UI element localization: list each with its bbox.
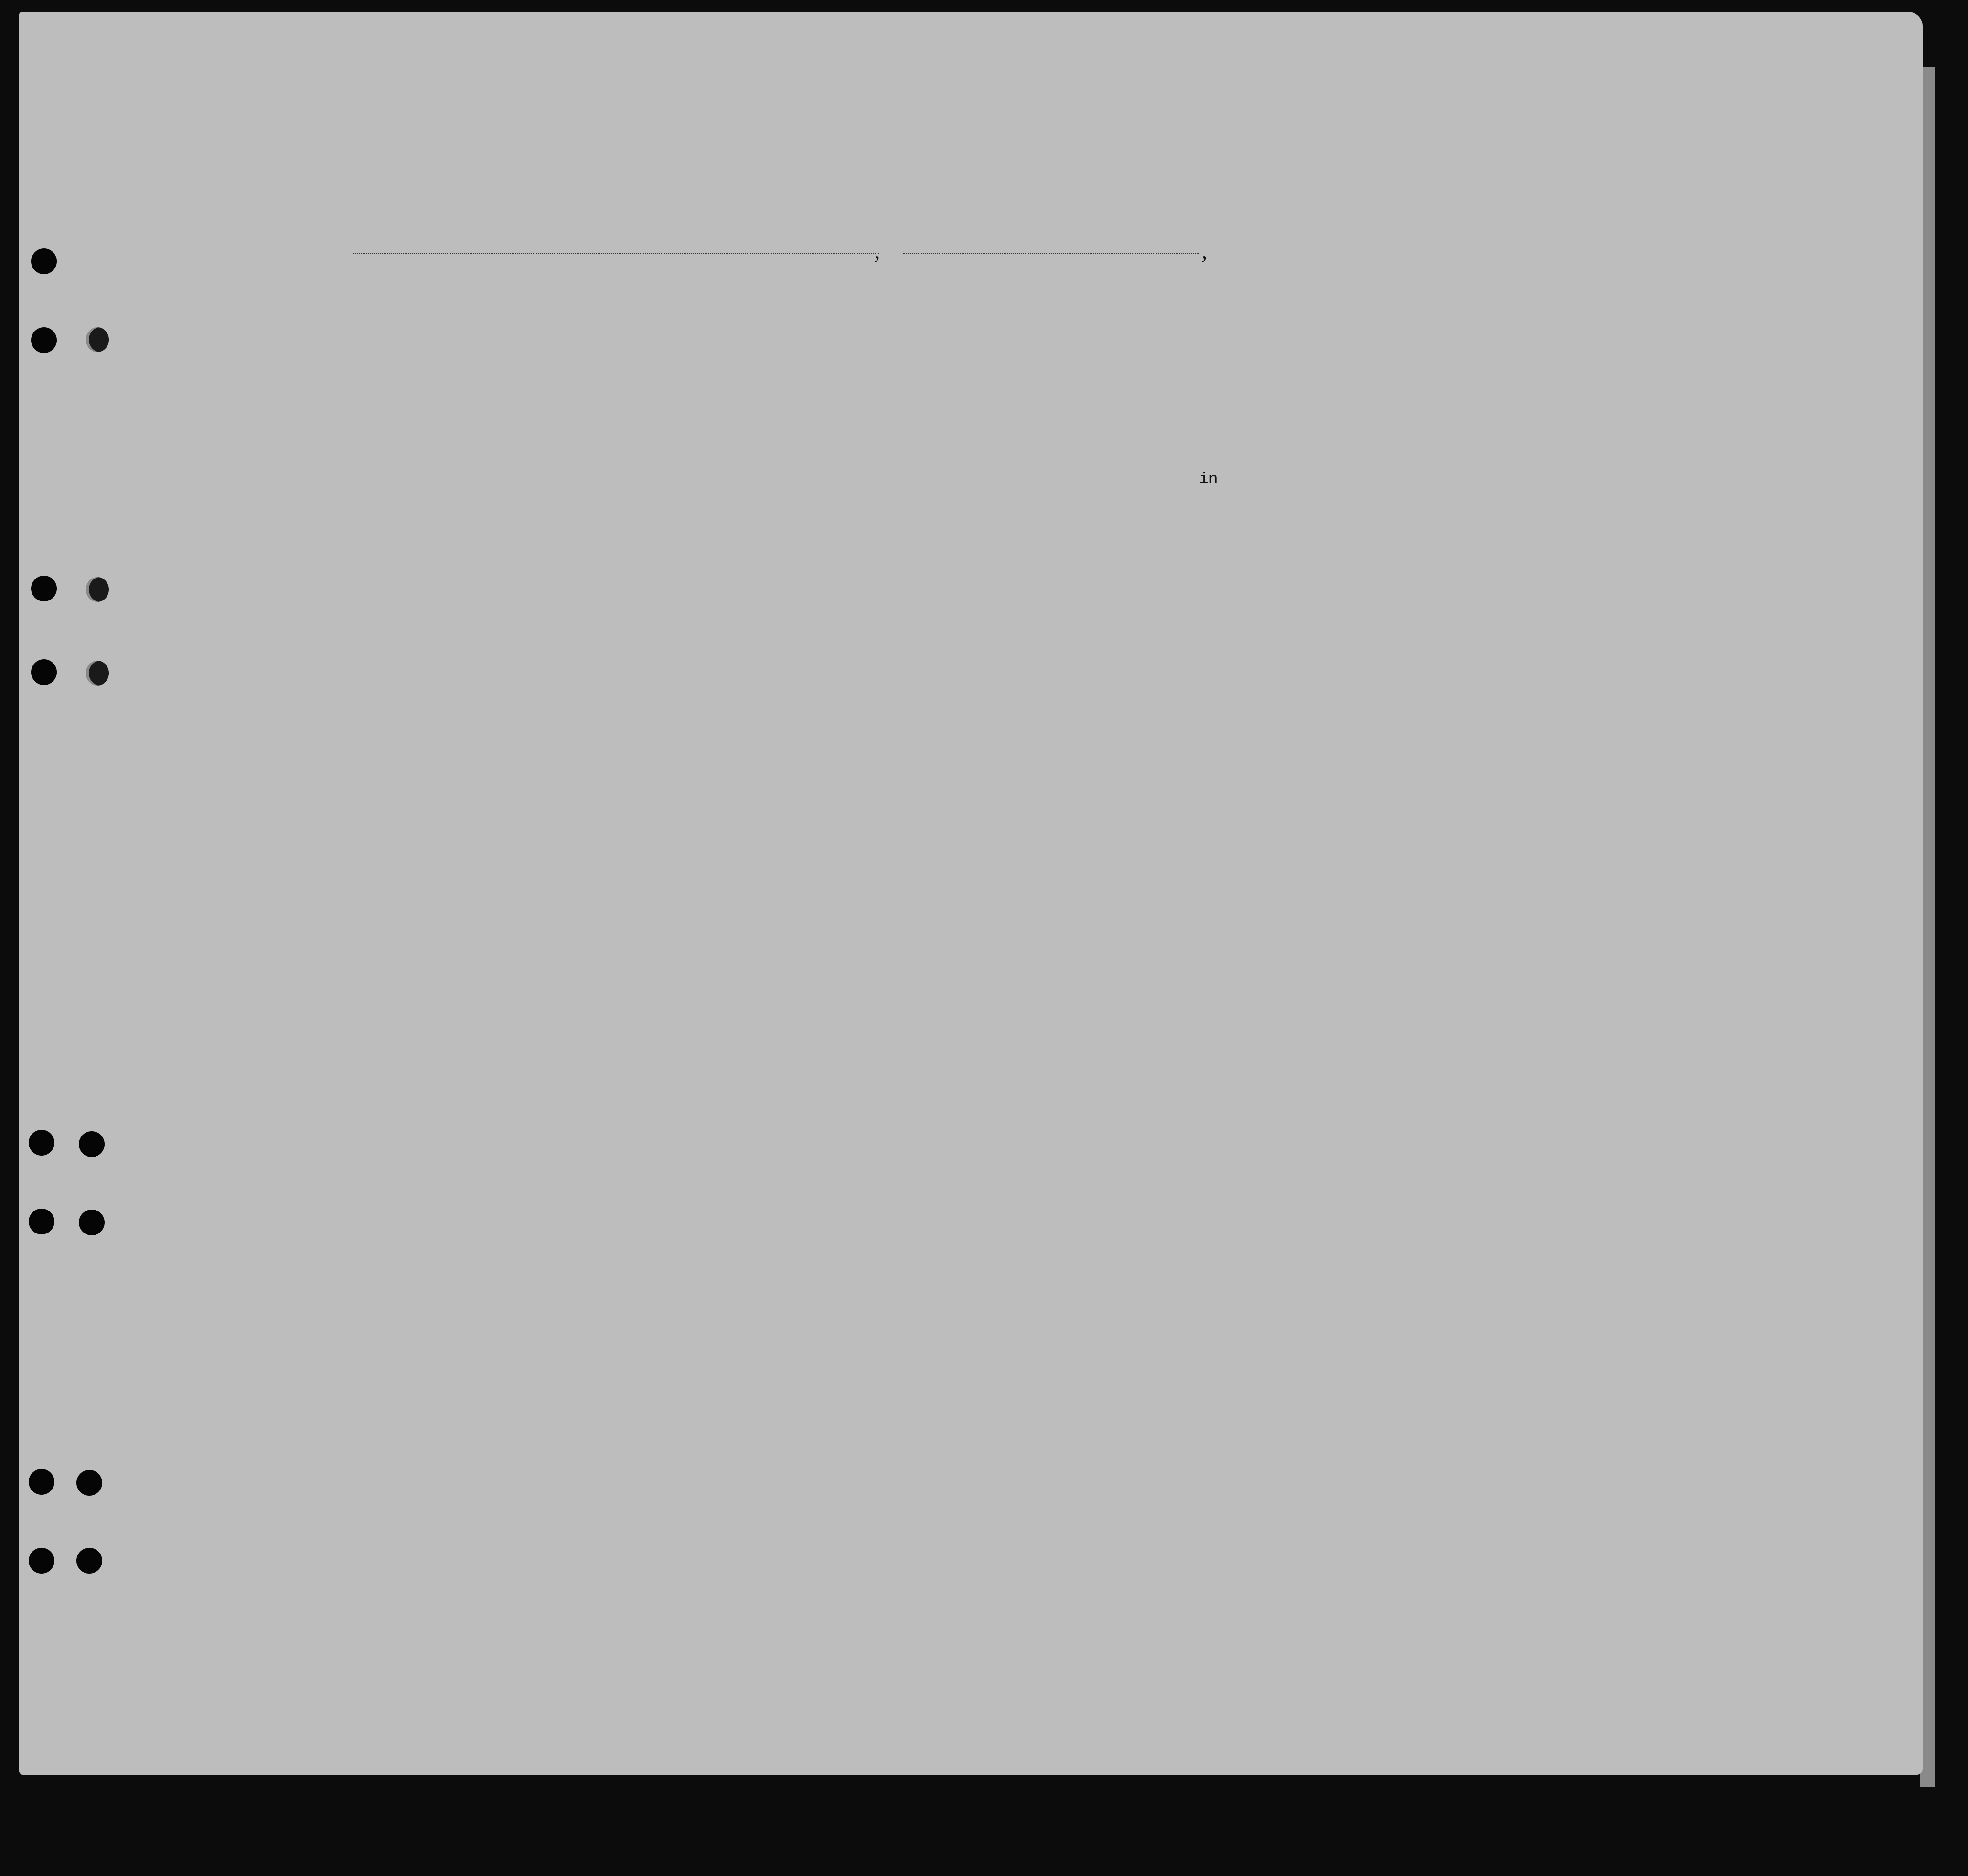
header-q30 bbox=[1413, 313, 1442, 437]
table-grid bbox=[19, 12, 1923, 1775]
header-length-stay bbox=[1189, 342, 1209, 442]
header-inches bbox=[1653, 408, 1667, 447]
manifest-page bbox=[19, 12, 1923, 1775]
binder-hole bbox=[86, 661, 109, 686]
header-fifty-dollars bbox=[730, 306, 751, 430]
header-citizen-intent bbox=[1228, 342, 1247, 442]
header-polygamist bbox=[1291, 318, 1305, 442]
header-return-intent bbox=[1152, 342, 1181, 442]
binder-hole bbox=[31, 659, 57, 685]
binder-hole bbox=[29, 1548, 54, 1574]
date-underline bbox=[903, 253, 1199, 254]
header-anarchist bbox=[1309, 318, 1323, 442]
binder-hole bbox=[29, 1130, 54, 1156]
entry-length-line1: in bbox=[1199, 471, 1218, 488]
binder-hole bbox=[31, 576, 57, 601]
header-q29 bbox=[1372, 313, 1401, 437]
binder-hole bbox=[76, 1470, 102, 1496]
binder-hole bbox=[76, 1548, 102, 1574]
header-prison bbox=[1260, 313, 1284, 437]
binder-hole bbox=[86, 327, 109, 352]
port-underline bbox=[353, 253, 879, 254]
binder-hole bbox=[31, 248, 57, 274]
header-ticket bbox=[615, 306, 637, 430]
binder-hole bbox=[86, 577, 109, 602]
date-comma: , bbox=[874, 237, 880, 264]
binder-hole bbox=[79, 1210, 105, 1235]
binder-hole bbox=[29, 1469, 54, 1495]
year-comma: , bbox=[1201, 237, 1208, 264]
binder-hole bbox=[31, 327, 57, 353]
binder-hole bbox=[29, 1209, 54, 1234]
header-q28 bbox=[1330, 313, 1364, 437]
binder-hole bbox=[79, 1131, 105, 1157]
header-feet bbox=[1626, 413, 1641, 447]
